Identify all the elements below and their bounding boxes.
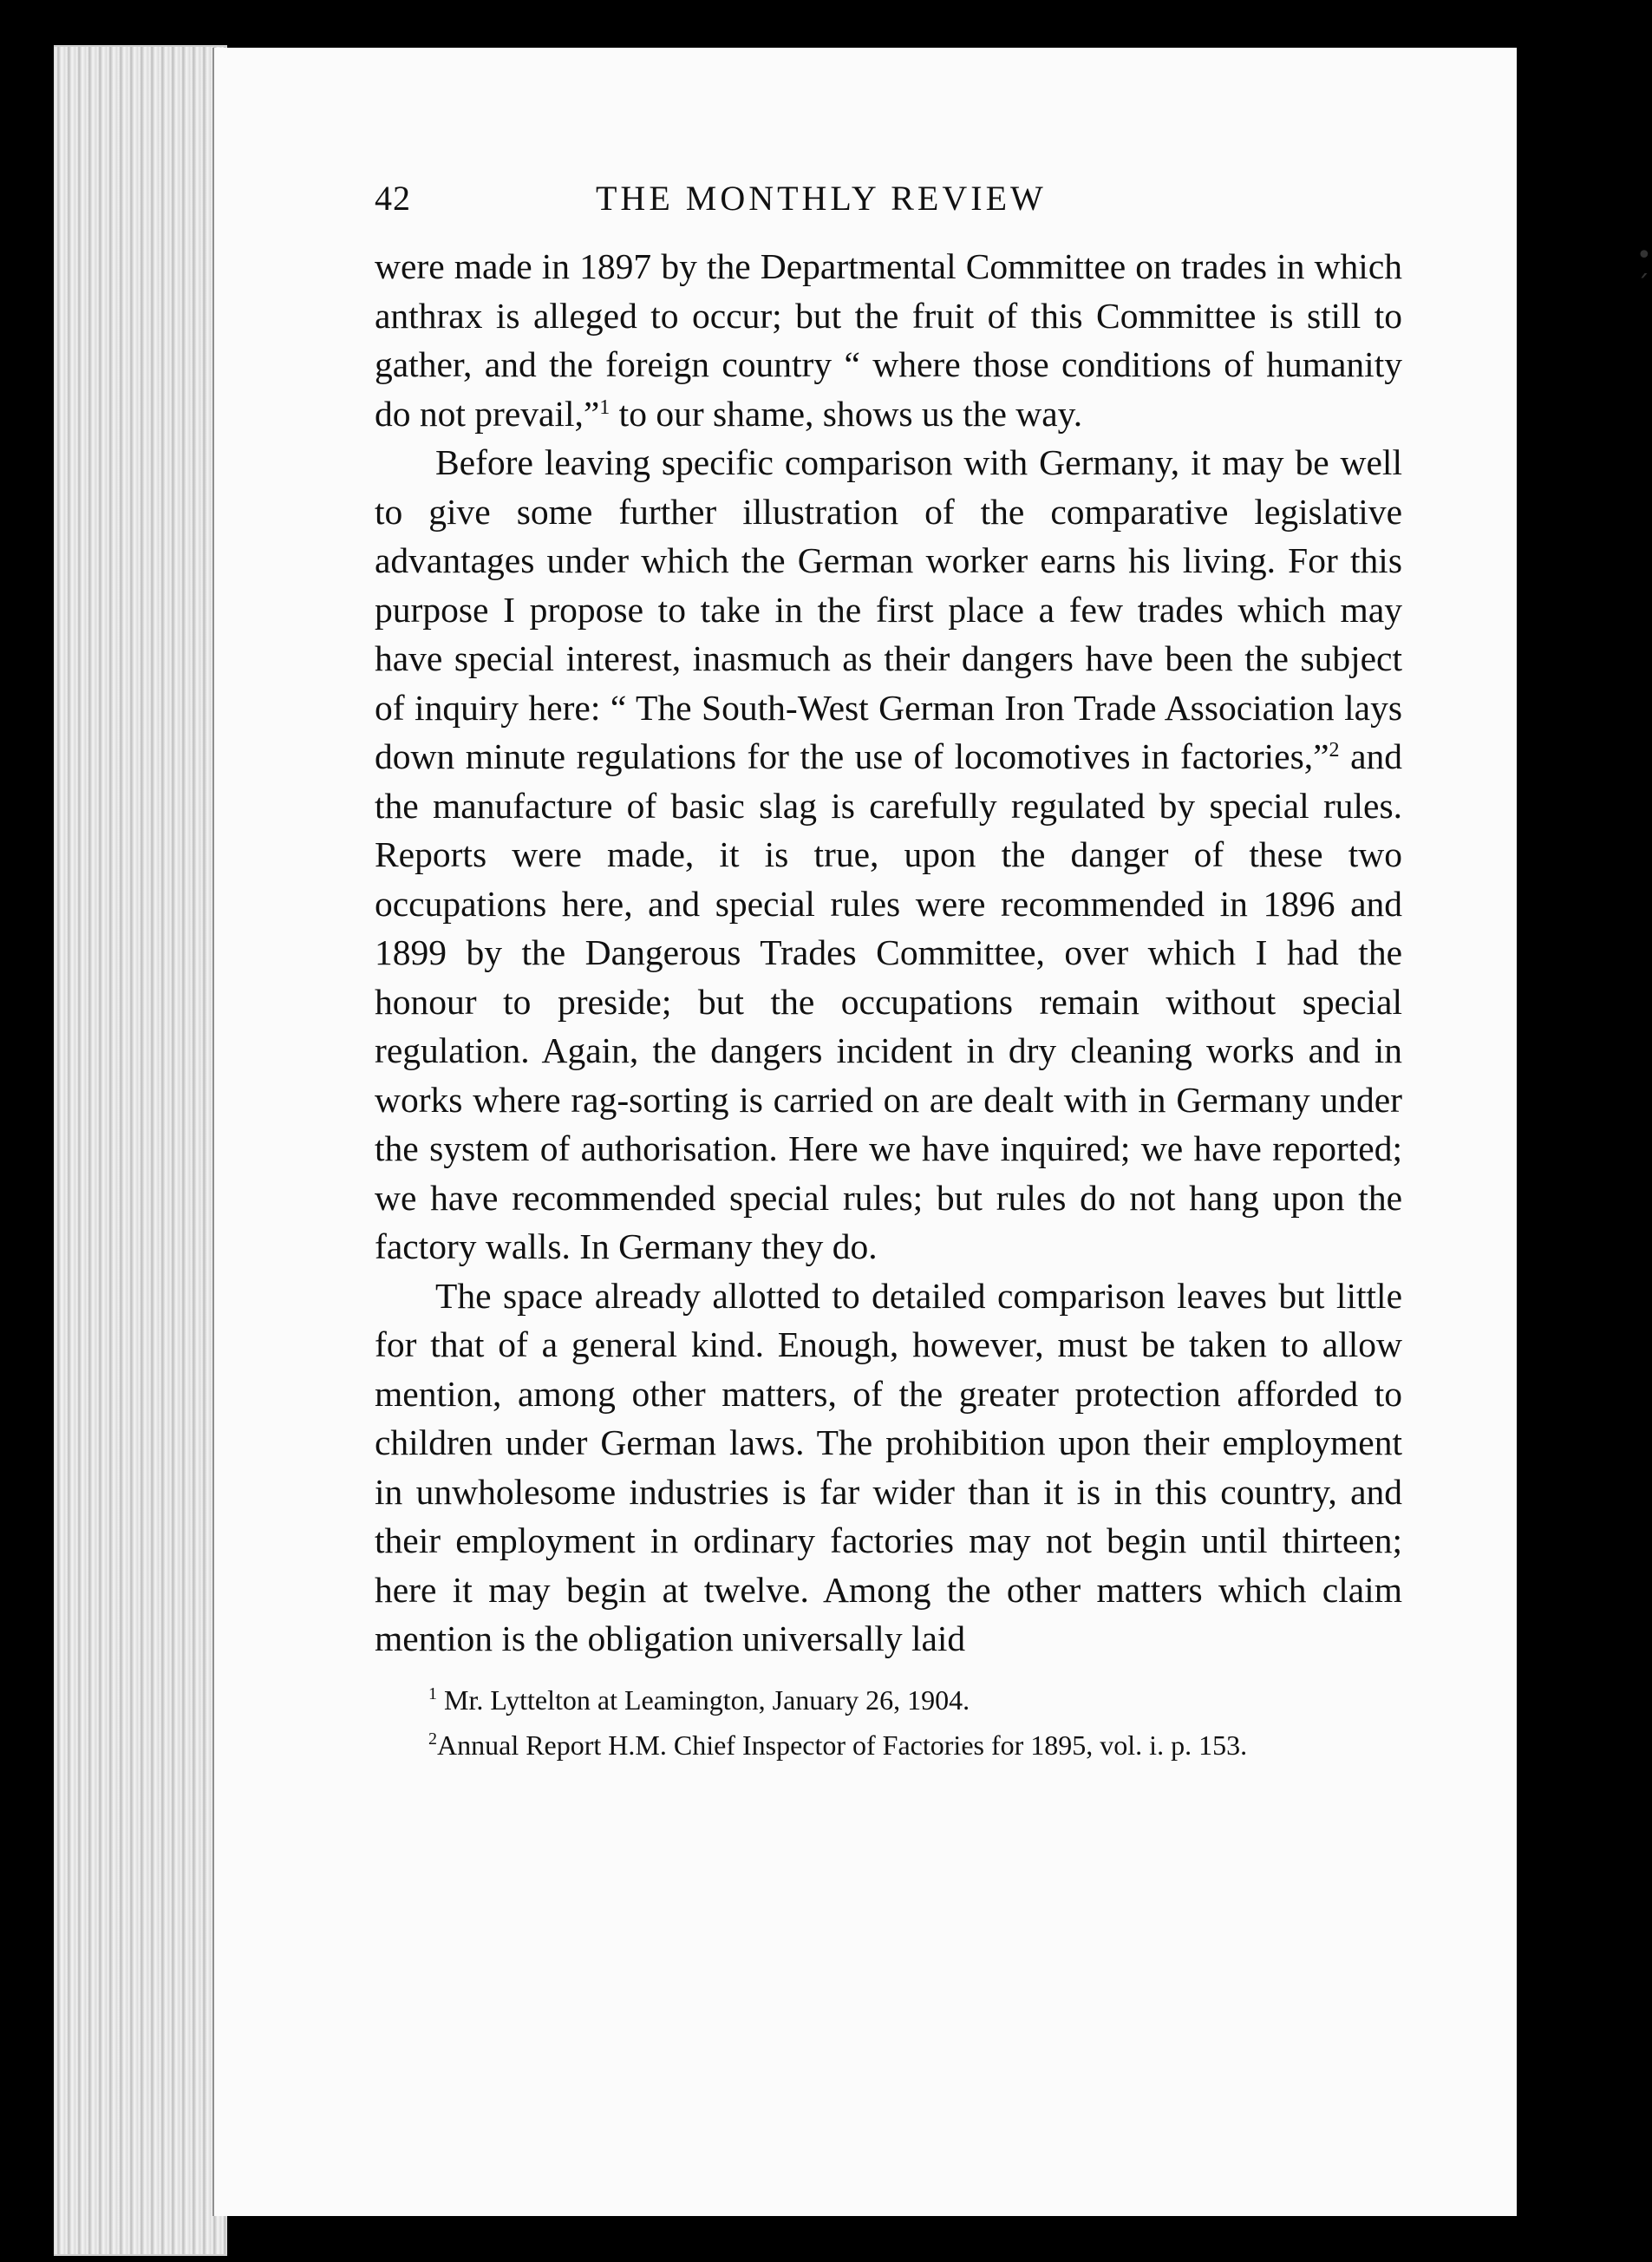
body-text [375, 242, 1402, 1664]
paragraph-text: Before leaving specific comparison with Germany, it may be well to give some further illustration of the comparative legislative advantages under which the German worker earns his living. For this purpose I propose to take in the first place a few trades which may have special interest, inasmuch as their dangers have been the subject of inquiry here: “ The South-West German Iron Trade Association lays down minute regulations for the use of locomotives in factories,” [375, 442, 1402, 776]
footnote-marker: 2 [428, 1729, 437, 1749]
running-head [375, 178, 1402, 230]
paragraph-text: to our shame, shows us the way. [610, 393, 1083, 434]
footnote-ref: 2 [1329, 739, 1340, 762]
paragraph [375, 438, 1402, 1272]
footnote-text: Mr. Lyttelton at Leamington, January 26, 1904. [437, 1683, 970, 1716]
footnotes [375, 1677, 1402, 1768]
page-content [375, 178, 1402, 1768]
footnote-text: Annual Report H.M. Chief Inspector of Factories for 1895, vol. i. p. 153. [437, 1729, 1248, 1761]
running-title: THE MONTHLY REVIEW [596, 179, 1047, 218]
margin-mark: • ˊ [1636, 240, 1652, 301]
book-page [212, 48, 1652, 2216]
footnote-marker: 1 [428, 1683, 437, 1703]
paragraph-text: were made in 1897 by the Departmental Committee on trades in which anthrax is alleged to occur; but the fruit of this Committee is still to gather, and the foreign country “ where those conditions of humanity do not prevail,” [375, 246, 1402, 434]
footnote-ref: 1 [599, 396, 611, 419]
page-edges [54, 45, 227, 2256]
footnote [375, 1723, 1402, 1768]
paragraph-continued [375, 242, 1402, 438]
paragraph-text: and the manufacture of basic slag is carefully regulated by special rules. Reports were made, it is true, upon the danger of these two occupations here, and special rules were recommended in 1896 and 1899 by the Dangerous Trades Committee, over which I had the honour to preside; but the occupations remain without special regulation. Again, the dangers incident in dry cleaning works and in works where rag-sorting is carried on are dealt with in Germany under the system of authorisation. Here we have inquired; we have reported; we have recommended special rules; but rules do not hang upon the factory walls. In Germany they do. [375, 736, 1402, 1266]
footnote [375, 1677, 1402, 1723]
paragraph-text: The space already allotted to detailed comparison leaves but little for that of a general kind. Enough, however, must be taken to allow mention, among other matters, of the greater protection afforded to children under German laws. The prohibition upon their employment in unwholesome industries is far wider than it is in this country, and their employment in ordinary factories may not begin until thirteen; here it may begin at twelve. Among the other matters which claim mention is the obligation universally laid [375, 1275, 1402, 1658]
paragraph [375, 1272, 1402, 1664]
page-number: 42 [375, 179, 411, 218]
